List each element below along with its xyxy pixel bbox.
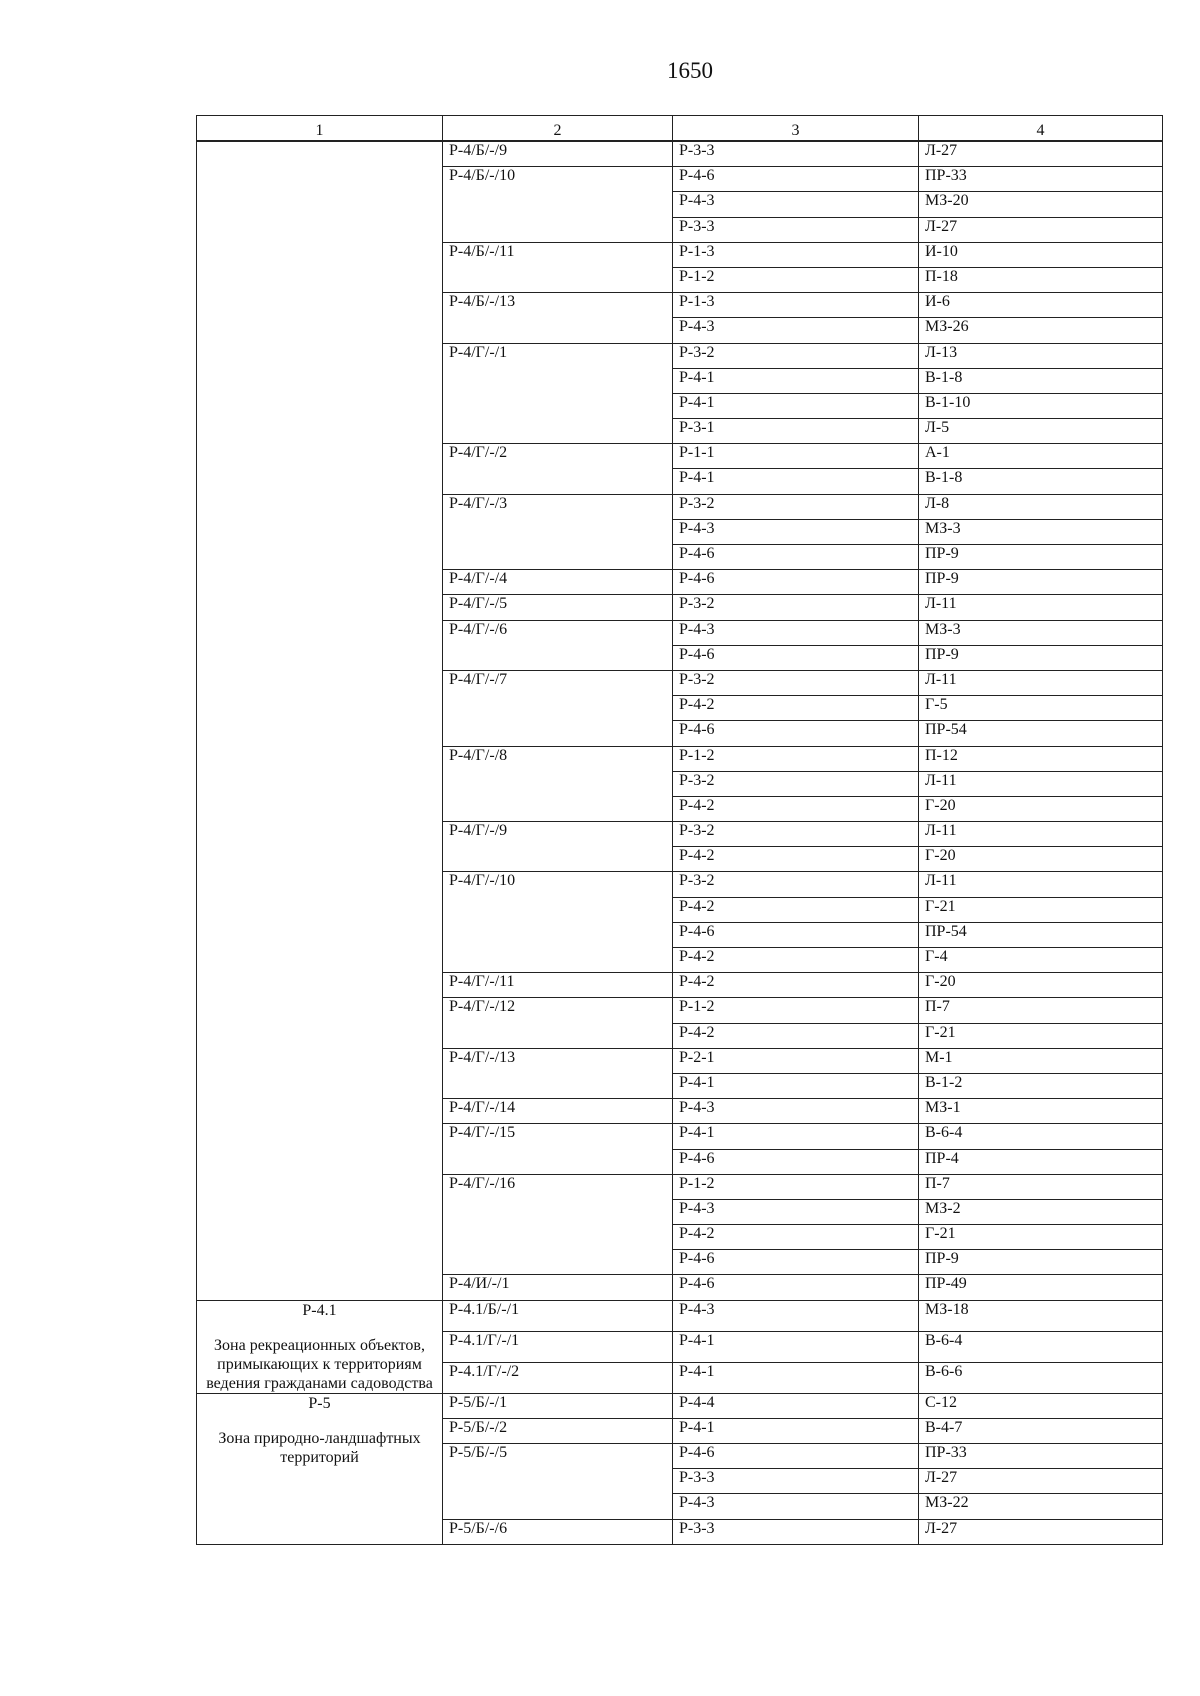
subzone-code-cell: Р-4/Г/-/16: [443, 1174, 673, 1275]
table-row: [197, 1300, 1163, 1331]
column-3-cell: Р-4-2: [673, 973, 919, 998]
column-3-cell: Р-3-2: [673, 343, 919, 368]
column-3-cell: Р-4-3: [673, 1300, 919, 1331]
column-4-cell: П-7: [919, 998, 1163, 1023]
column-3-cell: Р-4-1: [673, 393, 919, 418]
subzone-code-cell: Р-4/Г/-/12: [443, 998, 673, 1048]
column-3-cell: Р-4-6: [673, 1250, 919, 1275]
subzone-code-cell: Р-4/Г/-/13: [443, 1048, 673, 1098]
column-4-cell: Л-11: [919, 872, 1163, 897]
column-3-cell: Р-1-3: [673, 242, 919, 267]
column-4-cell: Г-20: [919, 973, 1163, 998]
subzone-code-cell: Р-4/Б/-/13: [443, 293, 673, 343]
column-3-cell: Р-3-3: [673, 1519, 919, 1544]
column-4-cell: М-1: [919, 1048, 1163, 1073]
column-3-cell: Р-4-1: [673, 1362, 919, 1393]
column-3-cell: Р-4-1: [673, 1073, 919, 1098]
zone-name: Зона рекреационных объектов, примыкающих к территориям ведения гражданами садоводства: [206, 1336, 433, 1392]
subzone-code-cell: Р-4/Г/-/1: [443, 343, 673, 444]
table-header-row: [197, 116, 1163, 142]
zone-cell: [197, 1300, 443, 1393]
zones-table: [196, 115, 1163, 1545]
zone-name: Зона природно-ландшафтных территорий: [218, 1429, 421, 1466]
column-4-cell: МЗ-3: [919, 519, 1163, 544]
column-3-cell: Р-1-2: [673, 1174, 919, 1199]
column-4-cell: ПР-49: [919, 1275, 1163, 1300]
subzone-code-cell: Р-4/И/-/1: [443, 1275, 673, 1300]
column-4-cell: ПР-33: [919, 1444, 1163, 1469]
column-4-cell: Л-5: [919, 419, 1163, 444]
column-3-cell: Р-4-1: [673, 469, 919, 494]
column-4-cell: В-4-7: [919, 1418, 1163, 1443]
zone-code: Р-5: [308, 1394, 331, 1412]
column-3-cell: Р-4-6: [673, 1275, 919, 1300]
column-4-cell: И-6: [919, 293, 1163, 318]
column-3-cell: Р-3-3: [673, 217, 919, 242]
zone-cell: [197, 141, 443, 1300]
column-3-cell: Р-3-2: [673, 771, 919, 796]
column-3-cell: Р-4-3: [673, 1199, 919, 1224]
zone-spacer: [201, 142, 438, 158]
zone-spacer: [201, 1320, 438, 1336]
column-3-cell: Р-1-2: [673, 998, 919, 1023]
column-3-cell: Р-4-3: [673, 1494, 919, 1519]
column-4-cell: В-1-2: [919, 1073, 1163, 1098]
column-4-cell: МЗ-2: [919, 1199, 1163, 1224]
column-3-cell: Р-4-6: [673, 721, 919, 746]
column-3-cell: Р-1-2: [673, 746, 919, 771]
column-3-cell: Р-4-3: [673, 1099, 919, 1124]
column-3-cell: Р-3-2: [673, 670, 919, 695]
column-3-cell: Р-3-1: [673, 419, 919, 444]
column-3-cell: Р-1-2: [673, 267, 919, 292]
column-3-cell: Р-4-2: [673, 696, 919, 721]
subzone-code-cell: Р-4.1/Б/-/1: [443, 1300, 673, 1331]
column-3-cell: Р-4-3: [673, 620, 919, 645]
column-4-cell: Л-13: [919, 343, 1163, 368]
column-3-cell: Р-3-3: [673, 141, 919, 167]
column-3-cell: Р-4-2: [673, 948, 919, 973]
column-3-cell: Р-4-6: [673, 645, 919, 670]
subzone-code-cell: Р-4/Б/-/10: [443, 167, 673, 243]
subzone-code-cell: Р-4/Г/-/8: [443, 746, 673, 822]
column-3-cell: Р-4-2: [673, 847, 919, 872]
column-4-cell: Г-21: [919, 1225, 1163, 1250]
column-3-cell: Р-4-2: [673, 796, 919, 821]
column-3-cell: Р-4-2: [673, 897, 919, 922]
zone-cell: [197, 1393, 443, 1544]
column-4-cell: В-1-8: [919, 368, 1163, 393]
subzone-code-cell: Р-4/Б/-/11: [443, 242, 673, 292]
column-header-1: 1: [197, 116, 443, 142]
column-4-cell: Г-20: [919, 796, 1163, 821]
column-3-cell: Р-4-1: [673, 1124, 919, 1149]
column-4-cell: Г-20: [919, 847, 1163, 872]
subzone-code-cell: Р-5/Б/-/6: [443, 1519, 673, 1544]
subzone-code-cell: Р-5/Б/-/2: [443, 1418, 673, 1443]
column-3-cell: Р-3-2: [673, 595, 919, 620]
column-3-cell: Р-4-3: [673, 318, 919, 343]
column-4-cell: МЗ-20: [919, 192, 1163, 217]
column-3-cell: Р-1-3: [673, 293, 919, 318]
subzone-code-cell: Р-4.1/Г/-/1: [443, 1331, 673, 1362]
column-3-cell: Р-4-1: [673, 1418, 919, 1443]
column-4-cell: МЗ-1: [919, 1099, 1163, 1124]
column-4-cell: А-1: [919, 444, 1163, 469]
column-3-cell: Р-3-2: [673, 822, 919, 847]
column-3-cell: Р-3-3: [673, 1469, 919, 1494]
column-4-cell: ПР-9: [919, 645, 1163, 670]
column-4-cell: Л-11: [919, 822, 1163, 847]
column-4-cell: Г-21: [919, 1023, 1163, 1048]
column-4-cell: П-18: [919, 267, 1163, 292]
column-4-cell: В-1-8: [919, 469, 1163, 494]
column-4-cell: В-1-10: [919, 393, 1163, 418]
column-3-cell: Р-4-6: [673, 922, 919, 947]
subzone-code-cell: Р-4/Г/-/5: [443, 595, 673, 620]
column-4-cell: П-12: [919, 746, 1163, 771]
subzone-code-cell: Р-4/Г/-/2: [443, 444, 673, 494]
table-row: [197, 1393, 1163, 1418]
column-4-cell: МЗ-18: [919, 1300, 1163, 1331]
column-4-cell: МЗ-26: [919, 318, 1163, 343]
column-4-cell: ПР-9: [919, 1250, 1163, 1275]
subzone-code-cell: Р-4.1/Г/-/2: [443, 1362, 673, 1393]
column-4-cell: П-7: [919, 1174, 1163, 1199]
column-4-cell: С-12: [919, 1393, 1163, 1418]
subzone-code-cell: Р-4/Г/-/3: [443, 494, 673, 570]
column-3-cell: Р-4-1: [673, 368, 919, 393]
column-4-cell: ПР-33: [919, 167, 1163, 192]
column-4-cell: Л-11: [919, 595, 1163, 620]
column-3-cell: Р-4-3: [673, 192, 919, 217]
zone-spacer: [201, 1413, 438, 1429]
column-3-cell: Р-4-6: [673, 167, 919, 192]
column-header-3: 3: [673, 116, 919, 142]
subzone-code-cell: Р-4/Г/-/9: [443, 822, 673, 872]
subzone-code-cell: Р-4/Г/-/11: [443, 973, 673, 998]
column-4-cell: Л-27: [919, 1519, 1163, 1544]
column-3-cell: Р-4-2: [673, 1023, 919, 1048]
column-4-cell: Л-8: [919, 494, 1163, 519]
subzone-code-cell: Р-4/Г/-/4: [443, 570, 673, 595]
column-4-cell: Л-11: [919, 670, 1163, 695]
table-body: [197, 116, 1163, 1545]
subzone-code-cell: Р-5/Б/-/1: [443, 1393, 673, 1418]
column-4-cell: ПР-9: [919, 545, 1163, 570]
column-3-cell: Р-2-1: [673, 1048, 919, 1073]
subzone-code-cell: Р-4/Г/-/14: [443, 1099, 673, 1124]
column-4-cell: ПР-54: [919, 721, 1163, 746]
column-3-cell: Р-4-1: [673, 1331, 919, 1362]
column-3-cell: Р-4-3: [673, 519, 919, 544]
subzone-code-cell: Р-4/Г/-/15: [443, 1124, 673, 1174]
column-4-cell: ПР-54: [919, 922, 1163, 947]
column-3-cell: Р-4-6: [673, 1444, 919, 1469]
column-3-cell: Р-3-2: [673, 494, 919, 519]
column-4-cell: Г-4: [919, 948, 1163, 973]
subzone-code-cell: Р-4/Г/-/7: [443, 670, 673, 746]
column-3-cell: Р-4-4: [673, 1393, 919, 1418]
column-4-cell: Г-21: [919, 897, 1163, 922]
subzone-code-cell: Р-4/Г/-/6: [443, 620, 673, 670]
page-number: 1650: [667, 58, 713, 83]
subzone-code-cell: Р-5/Б/-/5: [443, 1444, 673, 1520]
column-3-cell: Р-1-1: [673, 444, 919, 469]
column-3-cell: Р-4-6: [673, 1149, 919, 1174]
subzone-code-cell: Р-4/Б/-/9: [443, 141, 673, 167]
zone-code: Р-4.1: [302, 1301, 337, 1319]
column-4-cell: МЗ-3: [919, 620, 1163, 645]
column-header-2: 2: [443, 116, 673, 142]
column-4-cell: ПР-4: [919, 1149, 1163, 1174]
subzone-code-cell: Р-4/Г/-/10: [443, 872, 673, 973]
column-header-4: 4: [919, 116, 1163, 142]
column-4-cell: Л-27: [919, 141, 1163, 167]
column-4-cell: В-6-6: [919, 1362, 1163, 1393]
column-4-cell: ПР-9: [919, 570, 1163, 595]
column-3-cell: Р-4-6: [673, 570, 919, 595]
table-row: [197, 141, 1163, 167]
column-3-cell: Р-3-2: [673, 872, 919, 897]
column-4-cell: МЗ-22: [919, 1494, 1163, 1519]
column-4-cell: И-10: [919, 242, 1163, 267]
column-4-cell: В-6-4: [919, 1124, 1163, 1149]
column-4-cell: Л-27: [919, 1469, 1163, 1494]
column-4-cell: Л-27: [919, 217, 1163, 242]
column-4-cell: Г-5: [919, 696, 1163, 721]
column-4-cell: В-6-4: [919, 1331, 1163, 1362]
column-4-cell: Л-11: [919, 771, 1163, 796]
column-3-cell: Р-4-2: [673, 1225, 919, 1250]
column-3-cell: Р-4-6: [673, 545, 919, 570]
